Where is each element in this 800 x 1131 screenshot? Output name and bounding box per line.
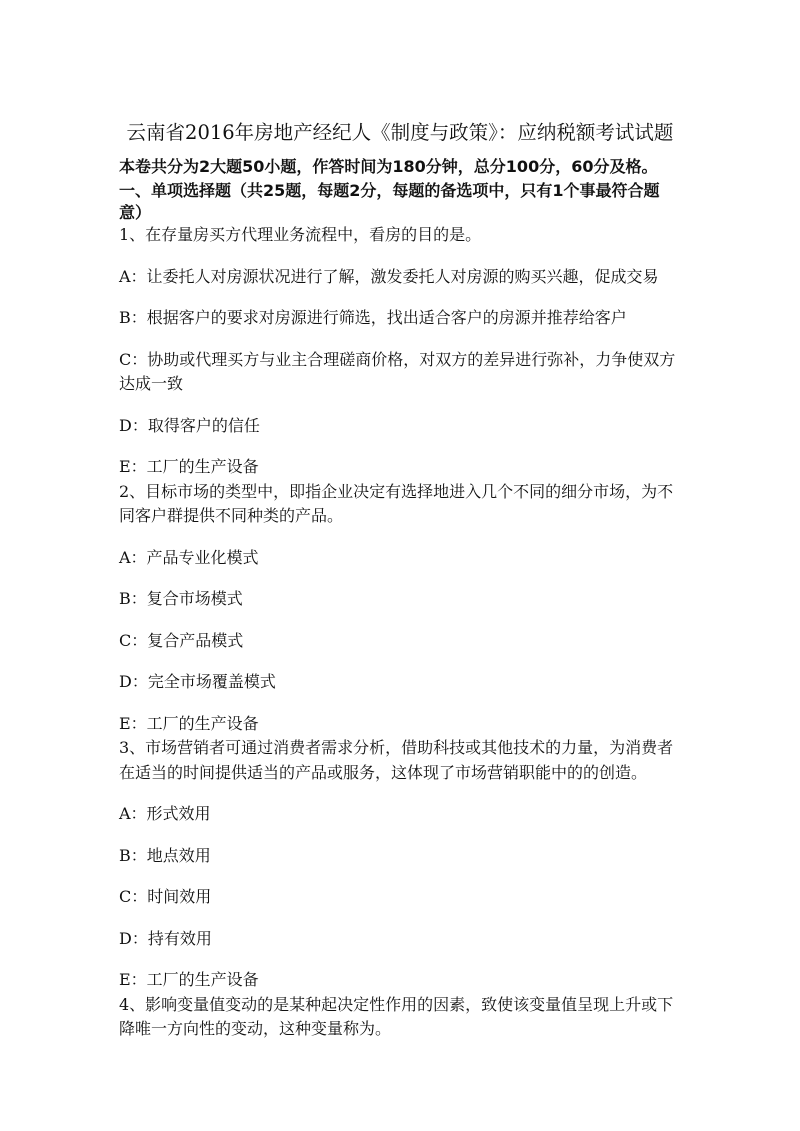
- question-text: 3、市场营销者可通过消费者需求分析，借助科技或其他技术的力量，为消费者在适当的时间提供适当的产品或服务，这体现了市场营销职能中的的创造。: [119, 738, 674, 782]
- option-c: C：协助或代理买方与业主合理磋商价格，对双方的差异进行弥补，力争使双方达成一致: [119, 349, 676, 393]
- question-text: 2、目标市场的类型中，即指企业决定有选择地进入几个不同的细分市场，为不同客户群提供不同种类的产品。: [119, 481, 674, 525]
- option-b: B：根据客户的要求对房源进行筛选，找出适合客户的房源并推荐给客户: [119, 308, 627, 327]
- option-d: D：完全市场覆盖模式: [119, 672, 276, 691]
- option-a: A：产品专业化模式: [119, 547, 259, 567]
- option-c: C：时间效用: [119, 887, 212, 906]
- option-a: A：形式效用: [119, 804, 211, 823]
- question-4: [119, 993, 687, 1042]
- option-b: B：复合市场模式: [119, 589, 243, 608]
- question-text: 1、在存量房买方代理业务流程中，看房的目的是。: [119, 225, 482, 244]
- question-text: 4、影响变量值变动的是某种起决定性作用的因素，致使该变量值呈现上升或下降唯一方向性的变动，这种变量称为。: [119, 994, 674, 1038]
- question-1: [119, 223, 687, 480]
- question-list: [119, 223, 687, 1042]
- option-e: E：工厂的生产设备: [119, 713, 259, 733]
- document-title: 云南省2016年房地产经纪人《制度与政策》：应纳税额考试试题: [126, 121, 674, 144]
- question-3: [119, 736, 687, 993]
- option-e: E：工厂的生产设备: [119, 457, 259, 476]
- section-heading-line2: 意）: [119, 203, 152, 222]
- option-a: A：让委托人对房源状况进行了解，激发委托人对房源的购买兴趣，促成交易: [119, 266, 659, 286]
- exam-info: 本卷共分为2大题50小题，作答时间为180分钟，总分100分，60分及格。: [119, 157, 658, 176]
- option-c: C：复合产品模式: [119, 630, 244, 650]
- option-d: D：取得客户的信任: [119, 415, 260, 435]
- option-b: B：地点效用: [119, 845, 211, 865]
- section-heading-line1: 一、单项选择题（共25题，每题2分，每题的备选项中，只有1个事最符合题: [119, 181, 660, 200]
- option-e: E：工厂的生产设备: [119, 970, 259, 989]
- question-2: [119, 480, 687, 737]
- option-d: D：持有效用: [119, 928, 212, 948]
